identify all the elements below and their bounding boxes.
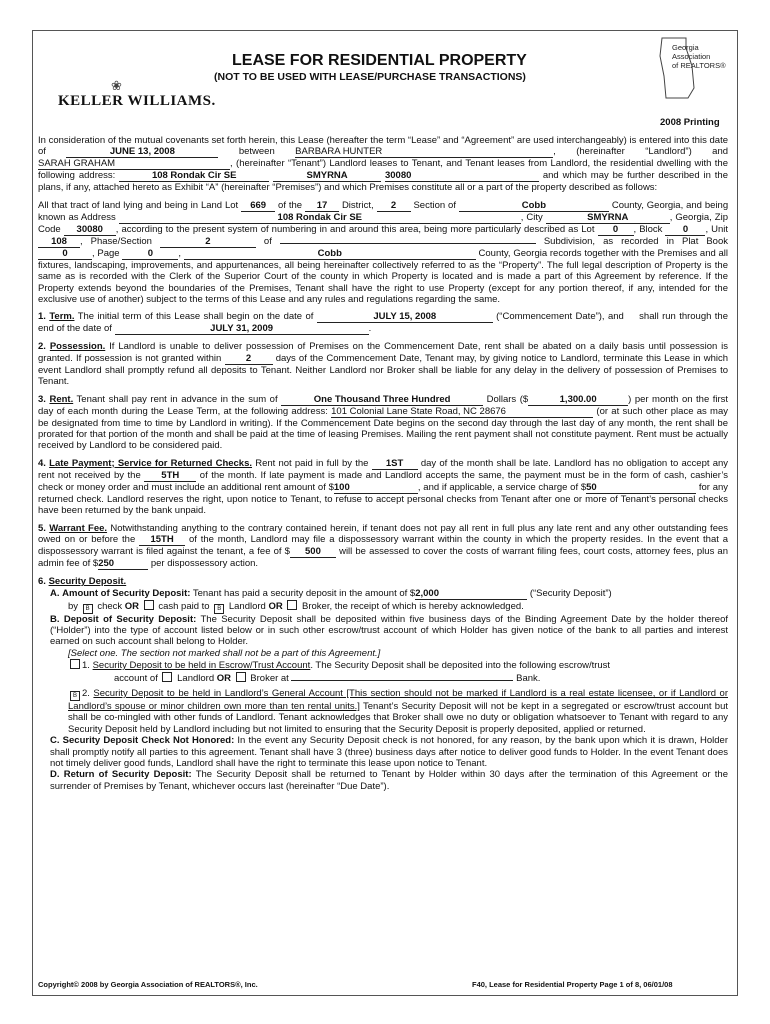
land-lot-field[interactable]: 669: [241, 201, 275, 212]
section-6c: C. Security Deposit Check Not Honored: In the event any Security Deposit check is not honored, for any reason, by the bank upon which it is drawn, Holder shall promptly notify all parties to this agreement. Tenant shall have 3 (three) business days after notice to deliver good funds to Holder. In the event Tenant does not timely deliver good funds, Landlord shall have the right to terminate this lease upon notice to Tenant.: [50, 735, 728, 769]
section-6b-select: [Select one. The section not marked shall not be a part of this Agreement.]: [68, 647, 381, 659]
premises-address-field[interactable]: 108 Rondak Cir SE: [119, 171, 269, 182]
county-records-field[interactable]: Cobb: [184, 249, 476, 260]
premises-zip-field[interactable]: 30080: [385, 171, 539, 182]
rent-words-field[interactable]: One Thousand Three Hundred: [281, 395, 483, 406]
section-5-warrant-fee: 5. Warrant Fee. Notwithstanding anything to the contrary contained herein, if tenant does not pay all rent in full plus any late rent and any other outstanding fees owed on or before the 15TH of the month, Landlord may file a dispossessory warrant within the county in which the property resides. In the event that a dispossessory warrant is filed against the tenant, a fee of $ 500 will be assessed to cover the costs of warrant filing fees, court costs, attorney fees, plus an admin fee of $250 per dispossessory action.: [38, 522, 729, 570]
warrant-day-field[interactable]: 15TH: [139, 535, 185, 546]
service-charge-field[interactable]: 50: [586, 483, 696, 494]
broker-checkbox[interactable]: [287, 600, 297, 610]
deposit-amount-field[interactable]: 2,000: [415, 589, 527, 600]
unit-field[interactable]: 108: [38, 237, 80, 248]
section-6a: A. Amount of Security Deposit: Tenant has paid a security deposit in the amount of $2,000 (“Security Deposit”): [50, 587, 612, 599]
cash-checkbox[interactable]: [144, 600, 154, 610]
lot-field[interactable]: 0: [598, 225, 634, 236]
option-1-checkbox[interactable]: [70, 659, 80, 669]
plat-book-field[interactable]: 0: [38, 249, 92, 260]
section-4-late-payment: 4. Late Payment; Service for Returned Checks. Rent not paid in full by the 1ST day of the month shall be late. Landlord has no obligation to accept any rent not received by the 5TH of the month. If late payment is made and Landlord accepts the same, the payment must be in the form of cash, cashier’s check or money order and must include an additional rent amount of $100 , and if applicable, a service charge of $50 for any returned check. Landlord reserves the right, upon notice to Tenant, to refuse to accept personal checks from Tenant after one or more of Tenant’s personal checks have been returned by the bank unpaid.: [38, 457, 729, 517]
landlord-name-field[interactable]: BARBARA HUNTER: [295, 147, 553, 158]
check-checkbox[interactable]: B: [83, 604, 93, 614]
option-1-escrow: 1. Security Deposit to be held in Escrow/Trust Account. The Security Deposit shall be deposited into the following escrow/trust: [38, 659, 728, 671]
keller-williams-logo-mark: ❀: [111, 78, 122, 93]
keller-williams-logo: KELLER WILLIAMS.: [58, 93, 216, 109]
option-2-general-account: B 2. Security Deposit to be held in Landlord’s General Account [This section should not be marked if Landlord is a real estate licensee, or if Landlord or Landlord’s spouse or minor children own more than ten rental units.] Tenant’s Security Deposit will not be kept in a segregated or escrow/trust account but shall be co-mingled with other funds of Landlord. Tenant acknowledges that Broker shall owe no duty or obligation whatsoever to Tenant with regard to any Security Deposit held by Landlord including but not limited to ensuring that the Security Deposit is properly deposited, applied or returned.: [68, 687, 728, 735]
section-1-term: 1. Term. The initial term of this Lease shall begin on the date of JULY 15, 2008 (“Commencement Date”), and shall run through the end of the date of JULY 31, 2009 .: [38, 311, 728, 335]
late-day-field[interactable]: 1ST: [372, 459, 418, 470]
option-1-account: account of Landlord OR Broker at Bank.: [114, 672, 541, 684]
tenant-name-field[interactable]: SARAH GRAHAM: [38, 159, 230, 170]
legal-city-field[interactable]: SMYRNA: [546, 213, 670, 224]
section-6b: B. Deposit of Security Deposit: The Security Deposit shall be deposited within five business days of the Binding Agreement Date by the holder thereof (“Holder”) into the type of account listed below or in such other escrow/trust account of which Holder has given notice of the bank to all parties and interest earned on such account shall belong to Holder.: [50, 613, 729, 648]
phase-field[interactable]: 2: [160, 237, 256, 248]
possession-days-field[interactable]: 2: [225, 354, 273, 365]
commencement-date-field[interactable]: JULY 15, 2008: [317, 312, 493, 323]
subdivision-field[interactable]: [280, 243, 536, 244]
lease-date-field[interactable]: JUNE 13, 2008: [66, 147, 218, 158]
admin-fee-field[interactable]: 250: [98, 559, 148, 570]
section-6a-payment: by B check OR cash paid to B Landlord OR Broker, the receipt of which is hereby acknowledged.: [68, 600, 524, 612]
rent-payment-address-field[interactable]: 101 Colonial Lane State Road, NC 28676: [331, 407, 593, 418]
legal-address-field[interactable]: 108 Rondak Cir SE: [119, 213, 521, 224]
section-2-possession: 2. Possession. If Landlord is unable to deliver possession of Premises on the Commencement Date, rent shall be abated on a daily basis until possession is granted. If possession is not granted within 2 days of the Commencement Date, Tenant may, by giving notice to Landlord, terminate this Lease in which event Landlord shall promptly refund all deposits to Tenant. Neither Landlord nor Broker shall be liable for any delay in the delivery of possession of Premises to Tenant.: [38, 341, 729, 388]
end-date-field[interactable]: JULY 31, 2009: [115, 324, 369, 335]
lease-body: [38, 135, 728, 792]
legal-description-paragraph: All that tract of land lying and being in Land Lot 669 of the 17 District, 2 Section of Cobb County, Georgia, and being known as Address 108 Rondak Cir SE , City SMYRNA , Georgia, Zip Code 30080 , according to the present system of numbering in and around this area, being more particularly described as Lot 0 , Block 0 , Unit 108 , Phase/Section 2 of Subdivision, as recorded in Plat Book 0 , Page 0 , Cobb County, Georgia records together with the Premises and all fixtures, landscaping, improvements, and appurtenances, all being hereinafter collectively referred to as the “Property”. The full legal description of Property is the same as is recorded with the Clerk of the Superior Court of the county in which Property is located and is made a part of this Agreement by reference. If the Property extends beyond the boundaries of the Premises, Tenant shall have the right to use Property (except for any portion thereof, if any, intended for the exclusive use of another) subject to the terms of this Lease and any rules and regulations regarding the same.: [38, 199, 729, 306]
option-2-checkbox[interactable]: B: [70, 691, 80, 701]
landlord-checkbox[interactable]: B: [214, 604, 224, 614]
premises-city-field[interactable]: SMYRNA: [273, 171, 381, 182]
section-6-security-deposit: 6. Security Deposit.: [38, 576, 127, 588]
form-page-footer: F40, Lease for Residential Property Page 1 of 8, 06/01/08: [472, 980, 673, 989]
intro-paragraph: In consideration of the mutual covenants set forth herein, this Lease (hereafter the term “Lease” and “Agreement” are used interchangeably) is entered into this date of JUNE 13, 2008 between BARBARA HUNTER , (hereinafter “Landlord”) and SARAH GRAHAM , (hereinafter “Tenant”) Landlord leases to Tenant, and Tenant leases from Landlord, the residential dwelling with the following address: 108 Rondak Cir SE SMYRNA 30080 and which may be further described in the plans, if any, attached hereto as Exhibit “A” (hereinafter “Premises”) and which Premises constitute all or a part of the property described as follows:: [38, 135, 729, 194]
printing-year: 2008 Printing: [660, 117, 720, 128]
warrant-fee-field[interactable]: 500: [290, 547, 336, 558]
plat-page-field[interactable]: 0: [122, 249, 178, 260]
escrow-bank-field[interactable]: [291, 680, 513, 681]
document-title: LEASE FOR RESIDENTIAL PROPERTY: [232, 52, 527, 69]
escrow-broker-checkbox[interactable]: [236, 672, 246, 682]
accept-day-field[interactable]: 5TH: [144, 471, 196, 482]
document-subtitle: (NOT TO BE USED WITH LEASE/PURCHASE TRANSACTIONS): [214, 71, 526, 83]
section-field[interactable]: 2: [377, 201, 411, 212]
section-3-rent: 3. Rent. Tenant shall pay rent in advance in the sum of One Thousand Three Hundred Dollars ($ 1,300.00 ) per month on the first day of each month during the Lease Term, at the following address: 101 Colonial Lane State Road, NC 28676 (or at such other place as may be designated from time to time by Landlord in writing). If the Commencement Date begins on the second day through the last day of any month, the rent shall be prorated for that portion of the month and shall be paid at the time of leasing Premises. Mailing the rent payment shall not constitute payment. Rent must be actually received by Landlord to be considered paid.: [38, 393, 729, 452]
copyright-footer: Copyright© 2008 by Georgia Association of REALTORS®, Inc.: [38, 980, 258, 989]
escrow-landlord-checkbox[interactable]: [162, 672, 172, 682]
late-fee-field[interactable]: 100: [334, 483, 418, 494]
legal-zip-field[interactable]: 30080: [64, 225, 116, 236]
rent-amount-field[interactable]: 1,300.00: [528, 395, 628, 406]
block-field[interactable]: 0: [665, 225, 705, 236]
district-field[interactable]: 17: [305, 201, 339, 212]
gar-logo-text: Georgia Association of REALTORS®: [672, 43, 726, 70]
section-6d: D. Return of Security Deposit: The Security Deposit shall be returned to Tenant by Holder within 30 days after the termination of this Agreement or the surrender of Premises by Tenant, whichever occurs last (hereinafter “Due Date”).: [50, 769, 728, 792]
county-field[interactable]: Cobb: [459, 201, 609, 212]
